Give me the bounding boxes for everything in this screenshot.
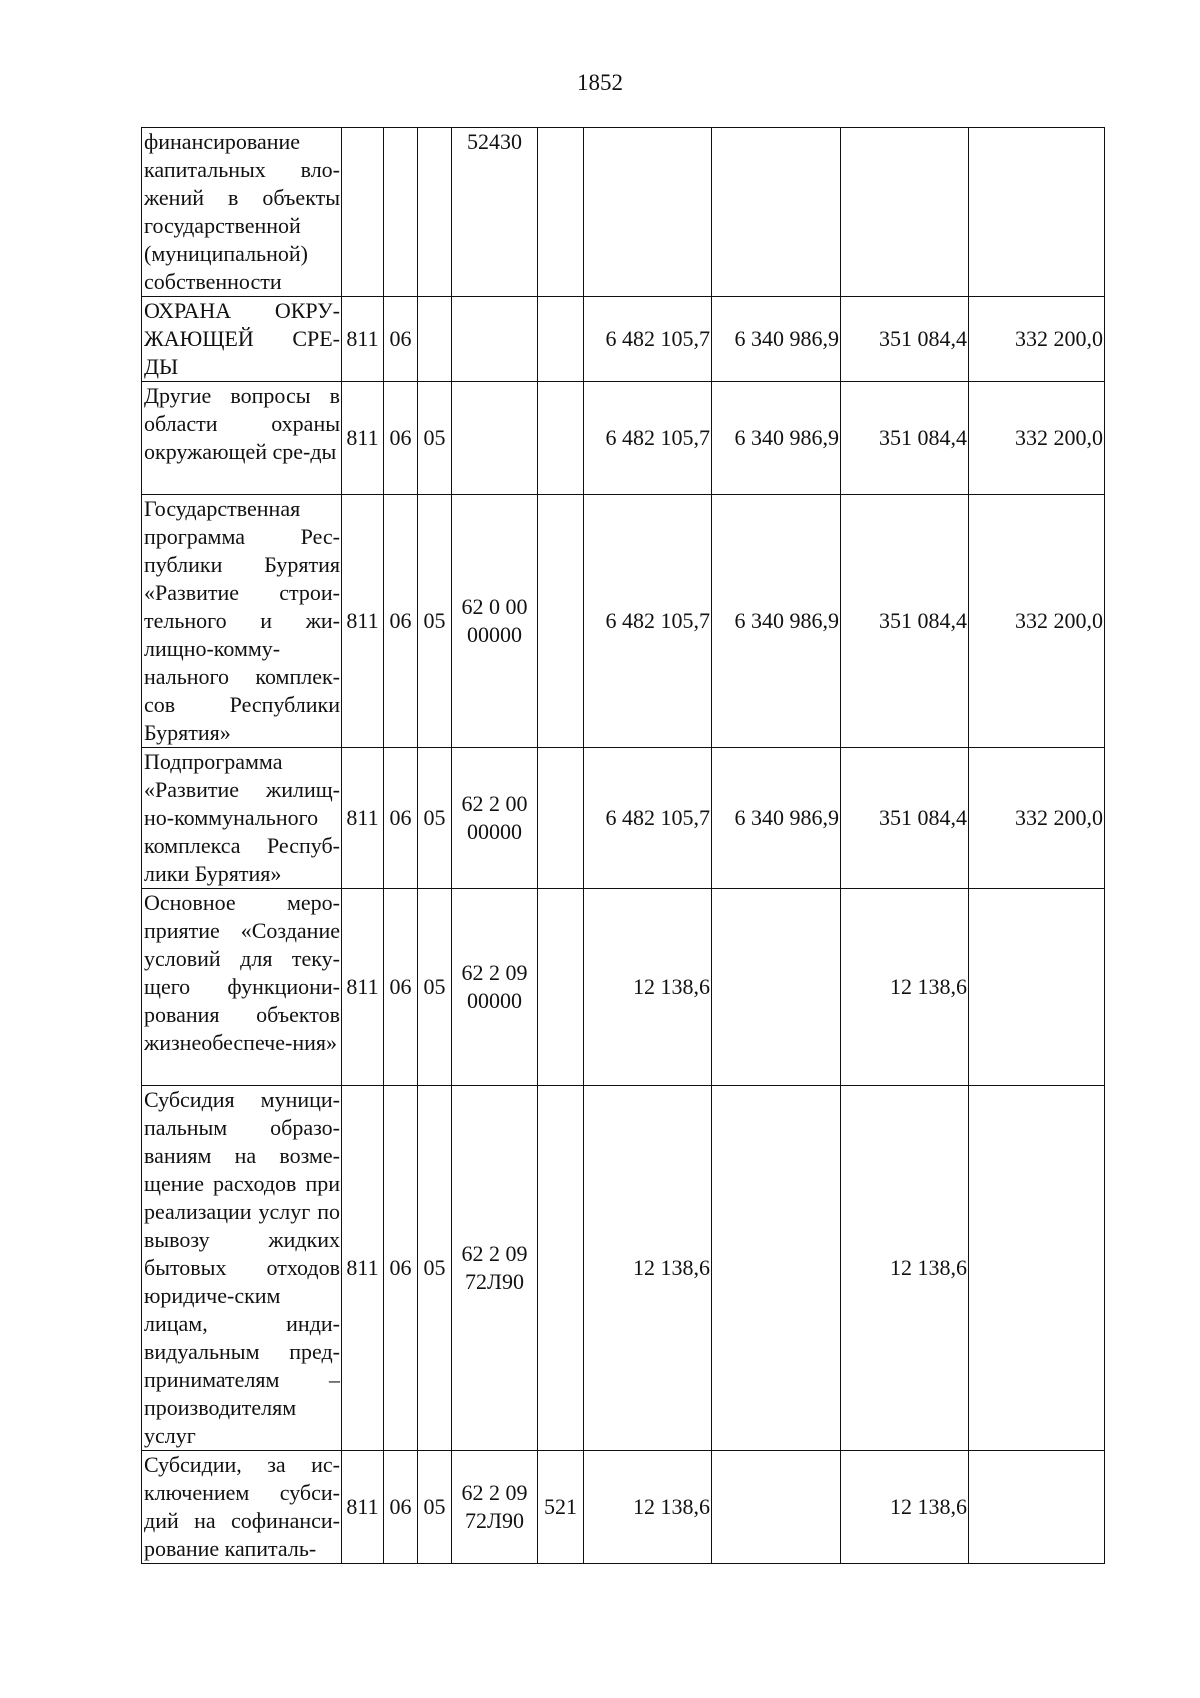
target-article-code: 62 2 09 00000 bbox=[452, 889, 538, 1086]
amount-total: 6 482 105,7 bbox=[584, 297, 712, 382]
subsection-code: 05 bbox=[418, 382, 452, 495]
section-code: 06 bbox=[384, 382, 418, 495]
table-row bbox=[142, 1086, 1105, 1451]
amount-federal bbox=[712, 128, 841, 297]
amount-municipal bbox=[969, 889, 1105, 1086]
expense-type-code: 521 bbox=[538, 1451, 584, 1564]
row-name: Государственная программа Рес-публики Бурятия «Развитие строи-тельного и жи-лищно-комму-нального комплек-сов Республики Бурятия» bbox=[142, 495, 342, 748]
ved-code: 811 bbox=[342, 297, 384, 382]
amount-republic: 12 138,6 bbox=[841, 1086, 969, 1451]
amount-federal bbox=[712, 1086, 841, 1451]
amount-total: 12 138,6 bbox=[584, 1086, 712, 1451]
table-row bbox=[142, 128, 1105, 297]
amount-municipal: 332 200,0 bbox=[969, 382, 1105, 495]
table-row bbox=[142, 748, 1105, 889]
target-article-code: 62 0 00 00000 bbox=[452, 495, 538, 748]
target-article-code bbox=[452, 297, 538, 382]
amount-republic bbox=[841, 128, 969, 297]
ved-code: 811 bbox=[342, 748, 384, 889]
expense-type-code bbox=[538, 1086, 584, 1451]
subsection-code bbox=[418, 128, 452, 297]
ved-code: 811 bbox=[342, 495, 384, 748]
ved-code bbox=[342, 128, 384, 297]
page-number: 1852 bbox=[577, 70, 623, 95]
amount-municipal bbox=[969, 128, 1105, 297]
amount-republic: 351 084,4 bbox=[841, 297, 969, 382]
amount-federal: 6 340 986,9 bbox=[712, 748, 841, 889]
amount-municipal: 332 200,0 bbox=[969, 495, 1105, 748]
amount-republic: 351 084,4 bbox=[841, 748, 969, 889]
amount-federal: 6 340 986,9 bbox=[712, 495, 841, 748]
amount-republic: 12 138,6 bbox=[841, 889, 969, 1086]
section-code: 06 bbox=[384, 297, 418, 382]
amount-total bbox=[584, 128, 712, 297]
subsection-code: 05 bbox=[418, 748, 452, 889]
amount-republic: 351 084,4 bbox=[841, 495, 969, 748]
subsection-code: 05 bbox=[418, 889, 452, 1086]
ved-code: 811 bbox=[342, 1086, 384, 1451]
amount-total: 6 482 105,7 bbox=[584, 382, 712, 495]
section-code: 06 bbox=[384, 748, 418, 889]
amount-total: 6 482 105,7 bbox=[584, 748, 712, 889]
target-article-code: 52430 bbox=[452, 128, 538, 297]
section-code: 06 bbox=[384, 495, 418, 748]
amount-total: 12 138,6 bbox=[584, 889, 712, 1086]
budget-table bbox=[141, 127, 1105, 1564]
row-name: Основное меро-приятие «Создание условий для теку-щего функциони-рования объектов жизнеобеспече-ния» bbox=[142, 889, 342, 1086]
amount-republic: 12 138,6 bbox=[841, 1451, 969, 1564]
ved-code: 811 bbox=[342, 889, 384, 1086]
row-name: Субсидия муници-пальным образо-ваниям на возме-щение расходов при реализации услуг по вывозу жидких бытовых отходов юридиче-ским лицам, инди-видуальным пред-принимателям – производителям услуг bbox=[142, 1086, 342, 1451]
section-code: 06 bbox=[384, 1086, 418, 1451]
amount-total: 6 482 105,7 bbox=[584, 495, 712, 748]
expense-type-code bbox=[538, 889, 584, 1086]
subsection-code: 05 bbox=[418, 495, 452, 748]
expense-type-code bbox=[538, 495, 584, 748]
table-row bbox=[142, 382, 1105, 495]
section-code bbox=[384, 128, 418, 297]
row-name: Другие вопросы в области охраны окружающей сре-ды bbox=[142, 382, 342, 495]
expense-type-code bbox=[538, 297, 584, 382]
row-name: Подпрограмма «Развитие жилищ-но-коммунального комплекса Респуб-лики Бурятия» bbox=[142, 748, 342, 889]
target-article-code: 62 2 09 72Л90 bbox=[452, 1086, 538, 1451]
amount-municipal bbox=[969, 1451, 1105, 1564]
expense-type-code bbox=[538, 128, 584, 297]
amount-federal: 6 340 986,9 bbox=[712, 382, 841, 495]
subsection-code: 05 bbox=[418, 1086, 452, 1451]
row-name: ОХРАНА ОКРУ-ЖАЮЩЕЙ СРЕ-ДЫ bbox=[142, 297, 342, 382]
amount-municipal bbox=[969, 1086, 1105, 1451]
table-row bbox=[142, 297, 1105, 382]
section-code: 06 bbox=[384, 1451, 418, 1564]
amount-federal: 6 340 986,9 bbox=[712, 297, 841, 382]
amount-total: 12 138,6 bbox=[584, 1451, 712, 1564]
target-article-code: 62 2 00 00000 bbox=[452, 748, 538, 889]
section-code: 06 bbox=[384, 889, 418, 1086]
target-article-code bbox=[452, 382, 538, 495]
amount-federal bbox=[712, 1451, 841, 1564]
target-article-code: 62 2 09 72Л90 bbox=[452, 1451, 538, 1564]
expense-type-code bbox=[538, 382, 584, 495]
expense-type-code bbox=[538, 748, 584, 889]
row-name: Субсидии, за ис-ключением субси-дий на софинанси-рование капиталь- bbox=[142, 1451, 342, 1564]
amount-municipal: 332 200,0 bbox=[969, 748, 1105, 889]
ved-code: 811 bbox=[342, 1451, 384, 1564]
table-row bbox=[142, 495, 1105, 748]
ved-code: 811 bbox=[342, 382, 384, 495]
amount-federal bbox=[712, 889, 841, 1086]
table-row bbox=[142, 1451, 1105, 1564]
table-row bbox=[142, 889, 1105, 1086]
subsection-code bbox=[418, 297, 452, 382]
amount-municipal: 332 200,0 bbox=[969, 297, 1105, 382]
amount-republic: 351 084,4 bbox=[841, 382, 969, 495]
row-name: финансирование капитальных вло-жений в объекты государственной (муниципальной) собственности bbox=[142, 128, 342, 297]
subsection-code: 05 bbox=[418, 1451, 452, 1564]
